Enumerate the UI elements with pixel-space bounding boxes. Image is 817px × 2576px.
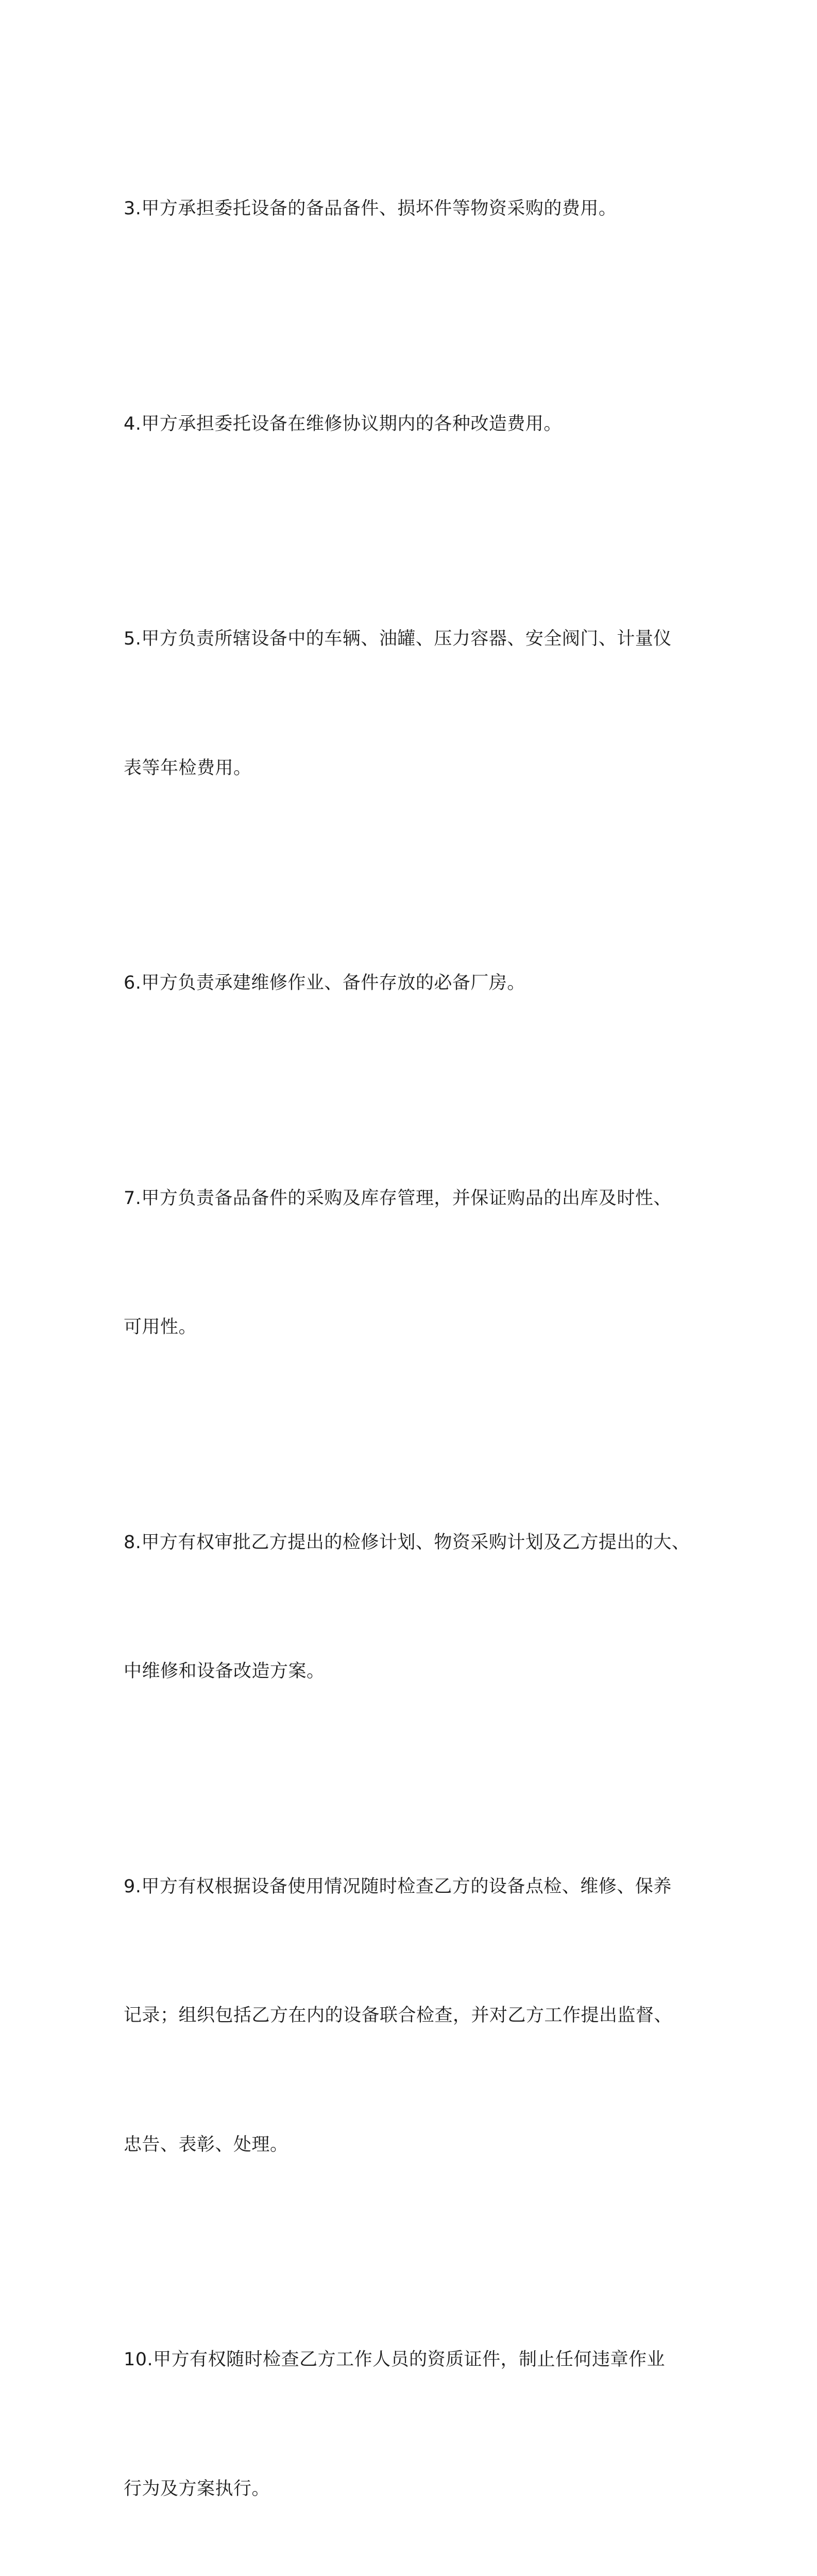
clause-line: 5.甲方负责所辖设备中的车辆、油罐、压力容器、安全阀门、计量仪 — [124, 629, 672, 649]
clause-line: 7.甲方负责备品备件的采购及库存管理，并保证购品的出库及时性、 — [124, 1188, 672, 1209]
clause-line: 3.甲方承担委托设备的备品备件、损坏件等物资采购的费用。 — [124, 198, 617, 219]
clause-line: 9.甲方有权根据设备使用情况随时检查乙方的设备点检、维修、保养 — [124, 1876, 672, 1897]
clause-line: 表等年检费用。 — [124, 757, 252, 778]
clause-4 — [124, 317, 706, 532]
clause-10 — [124, 2252, 706, 2576]
clause-line: 中维修和设备改造方案。 — [124, 1661, 325, 1682]
clause-line: 可用性。 — [124, 1317, 197, 1337]
clause-line: 10.甲方有权随时检查乙方工作人员的资质证件，制止任何违章作业 — [124, 2349, 666, 2370]
clause-5 — [124, 532, 706, 876]
clause-7 — [124, 1091, 706, 1435]
document-body — [124, 101, 706, 2576]
clause-line: 忠告、表彰、处理。 — [124, 2134, 288, 2155]
clause-3 — [124, 101, 706, 317]
clause-line: 8.甲方有权审批乙方提出的检修计划、物资采购计划及乙方提出的大、 — [124, 1532, 690, 1553]
clause-9 — [124, 1780, 706, 2253]
clause-line: 6.甲方负责承建维修作业、备件存放的必备厂房。 — [124, 973, 525, 993]
clause-line: 行为及方案执行。 — [124, 2478, 270, 2499]
clause-6 — [124, 876, 706, 1091]
clause-8 — [124, 1435, 706, 1780]
clause-line: 记录；组织包括乙方在内的设备联合检查，并对乙方工作提出监督、 — [124, 2005, 673, 2026]
clause-line: 4.甲方承担委托设备在维修协议期内的各种改造费用。 — [124, 413, 562, 434]
